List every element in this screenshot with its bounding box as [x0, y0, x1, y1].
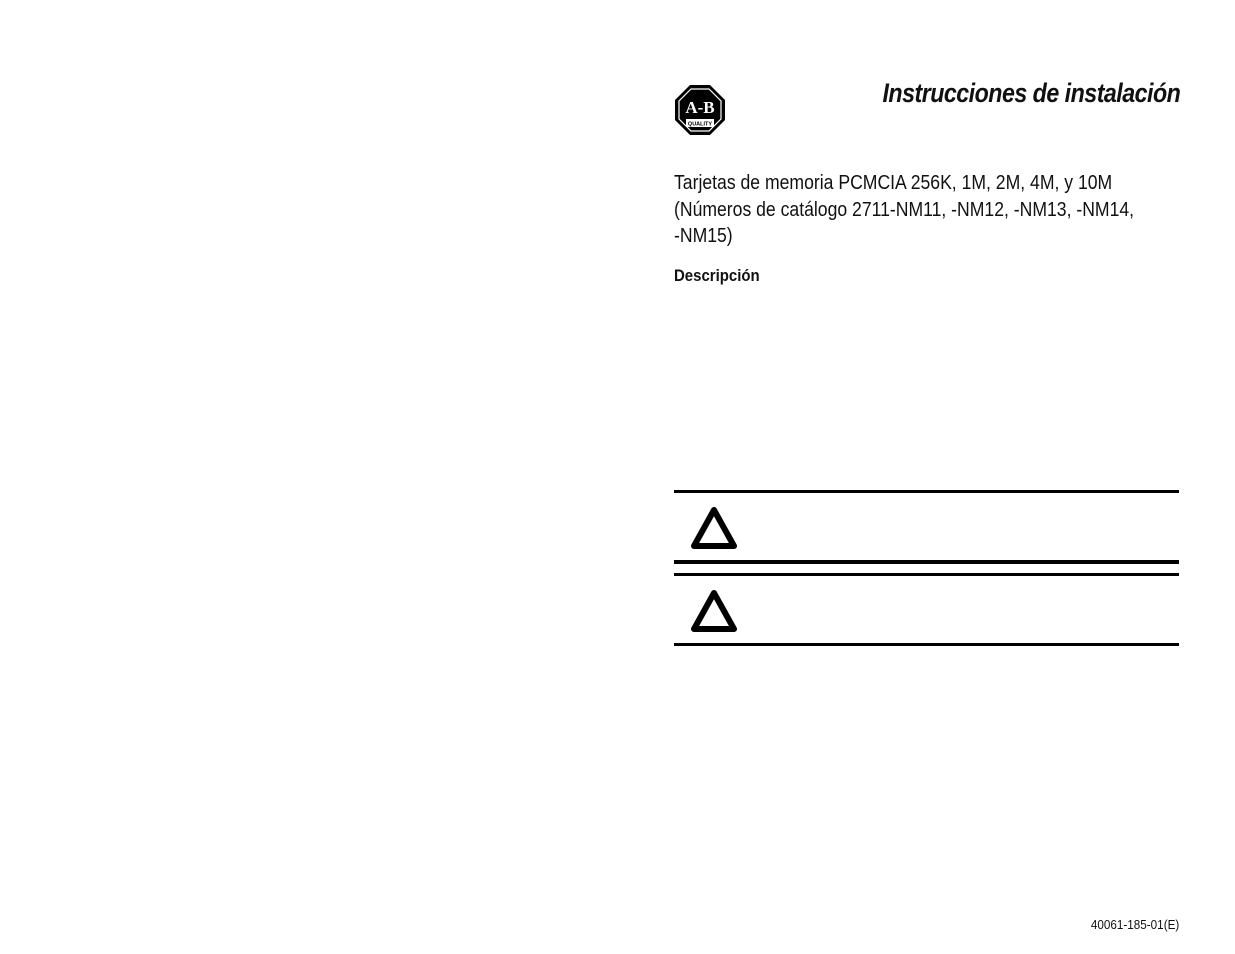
notice-1-top-rule: [674, 490, 1179, 493]
document-title: Instrucciones de instalación: [882, 78, 1180, 108]
warning-triangle-icon: [690, 589, 738, 633]
product-title-line-1: Tarjetas de memoria PCMCIA 256K, 1M, 2M, 4M, y 10M: [674, 172, 1113, 194]
product-title: [674, 170, 1167, 250]
allen-bradley-logo-icon: [674, 84, 726, 136]
logo-mark-text: A-B: [685, 98, 715, 117]
notice-2-bottom-rule: [674, 643, 1179, 646]
notice-1-bottom-rule: [674, 560, 1179, 564]
product-title-line-2: (Números de catálogo 2711-NM11, -NM12, -NM13, -NM14,: [674, 198, 1135, 221]
product-title-line-3: -NM15): [674, 225, 733, 247]
publication-code: 40061-185-01(E): [1090, 917, 1179, 932]
warning-triangle-icon: [690, 506, 738, 550]
logo-tag-text: QUALITY: [687, 121, 713, 128]
section-heading-description: Descripción: [674, 266, 760, 285]
notice-2-top-rule: [674, 573, 1179, 576]
